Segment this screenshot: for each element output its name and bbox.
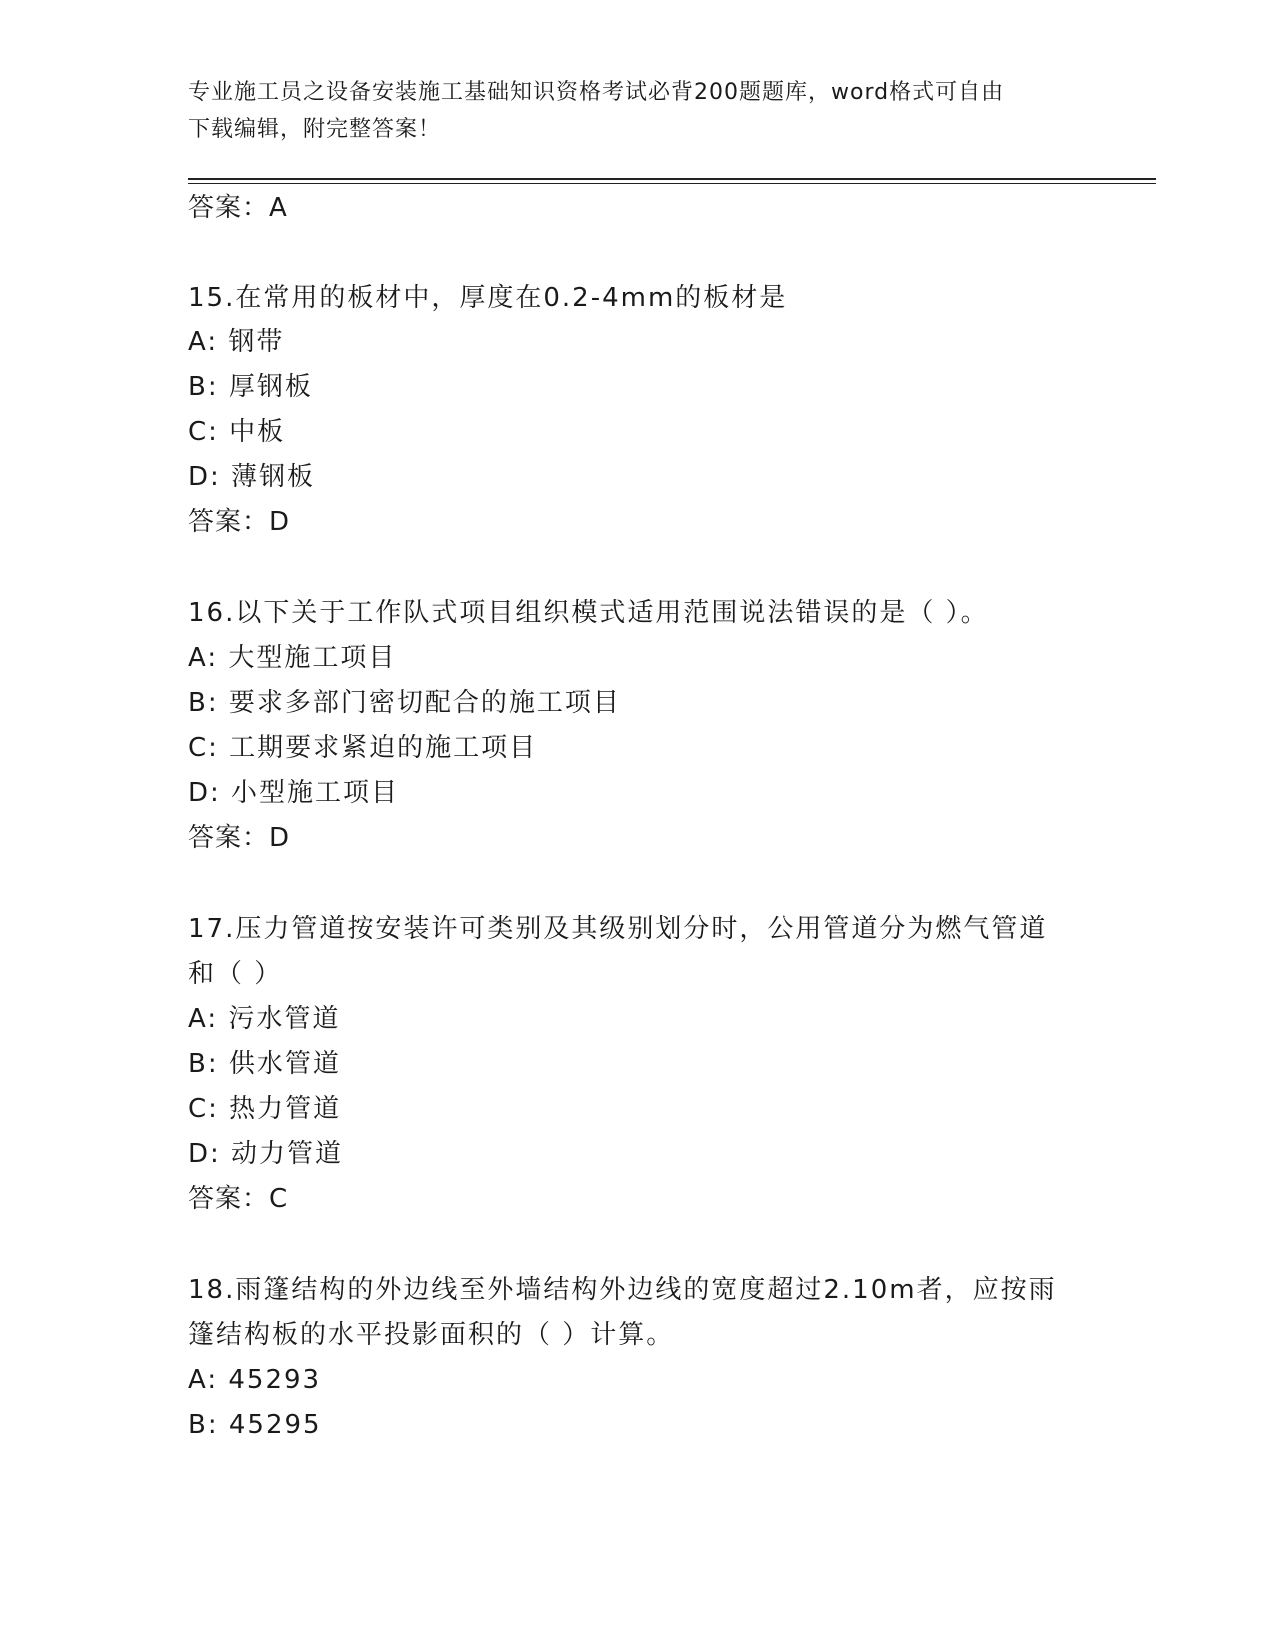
question-stem: 16.以下关于工作队式项目组织模式适用范围说法错误的是（ ）。 bbox=[188, 598, 989, 628]
option-a: A: 45293 bbox=[188, 1365, 322, 1395]
header-divider-thin bbox=[188, 183, 1156, 184]
document-header bbox=[188, 74, 1088, 148]
option-c: C: 中板 bbox=[188, 417, 286, 447]
option-b: B: 厚钢板 bbox=[188, 372, 313, 402]
option-a: A: 钢带 bbox=[188, 327, 285, 357]
question-stem-continued: 和（ ） bbox=[188, 959, 283, 989]
option-b: B: 45295 bbox=[188, 1410, 322, 1440]
answer: 答案：D bbox=[188, 823, 291, 853]
option-d: D: 薄钢板 bbox=[188, 462, 316, 492]
option-d: D: 小型施工项目 bbox=[188, 778, 400, 808]
option-d: D: 动力管道 bbox=[188, 1139, 344, 1169]
header-line-1: 专业施工员之设备安装施工基础知识资格考试必背200题题库，word格式可自由 bbox=[188, 80, 1005, 105]
answer: 答案：D bbox=[188, 507, 291, 537]
question-stem: 18.雨篷结构的外边线至外墙结构外边线的宽度超过2.10m者，应按雨 bbox=[188, 1275, 1057, 1305]
question-stem-continued: 篷结构板的水平投影面积的（ ）计算。 bbox=[188, 1320, 675, 1350]
answer: 答案：C bbox=[188, 1184, 289, 1214]
question-stem: 17.压力管道按安装许可类别及其级别划分时，公用管道分为燃气管道 bbox=[188, 914, 1048, 944]
previous-answer: 答案：A bbox=[188, 193, 288, 223]
option-c: C: 工期要求紧迫的施工项目 bbox=[188, 733, 538, 763]
question-stem: 15.在常用的板材中，厚度在0.2-4mm的板材是 bbox=[188, 283, 788, 313]
option-b: B: 要求多部门密切配合的施工项目 bbox=[188, 688, 621, 718]
option-c: C: 热力管道 bbox=[188, 1094, 342, 1124]
option-a: A: 污水管道 bbox=[188, 1004, 341, 1034]
option-a: A: 大型施工项目 bbox=[188, 643, 397, 673]
option-b: B: 供水管道 bbox=[188, 1049, 341, 1079]
header-line-2: 下载编辑，附完整答案！ bbox=[188, 117, 442, 142]
header-divider-thick bbox=[188, 178, 1156, 180]
